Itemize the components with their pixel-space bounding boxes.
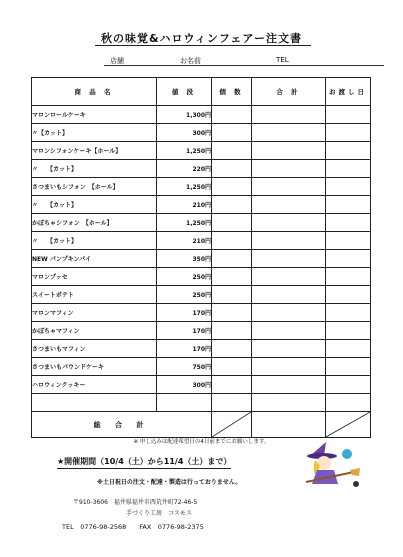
subtotal-cell[interactable] bbox=[252, 286, 326, 304]
pickup-cell[interactable] bbox=[326, 268, 371, 286]
product-name: スイートポテト bbox=[32, 286, 157, 304]
subtotal-cell[interactable] bbox=[252, 304, 326, 322]
table-row bbox=[32, 358, 371, 376]
product-price: 250円 bbox=[157, 286, 212, 304]
subtotal-cell[interactable] bbox=[252, 340, 326, 358]
qty-cell[interactable] bbox=[212, 322, 252, 340]
qty-cell[interactable] bbox=[212, 214, 252, 232]
product-price: 1,250円 bbox=[157, 142, 212, 160]
product-name: NEW パンプキンパイ bbox=[32, 250, 157, 268]
product-price: 1,250円 bbox=[157, 214, 212, 232]
pickup-cell[interactable] bbox=[326, 322, 371, 340]
col-pickup: お渡し日 bbox=[326, 78, 371, 106]
pickup-cell[interactable] bbox=[326, 214, 371, 232]
qty-cell[interactable] bbox=[212, 268, 252, 286]
table-row bbox=[32, 322, 371, 340]
product-name: かぼちゃマフィン bbox=[32, 322, 157, 340]
product-price: 250円 bbox=[157, 268, 212, 286]
qty-cell[interactable] bbox=[212, 142, 252, 160]
subtotal-cell[interactable] bbox=[252, 268, 326, 286]
product-name: かぼちゃシフォン 【ホール】 bbox=[32, 214, 157, 232]
pickup-cell[interactable] bbox=[326, 178, 371, 196]
product-price: 210円 bbox=[157, 196, 212, 214]
qty-cell[interactable] bbox=[212, 250, 252, 268]
product-price: 170円 bbox=[157, 304, 212, 322]
product-name: さつまいもシフォン 【ホール】 bbox=[32, 178, 157, 196]
pickup-cell[interactable] bbox=[326, 286, 371, 304]
subtotal-cell[interactable] bbox=[252, 376, 326, 394]
table-row bbox=[32, 106, 371, 124]
product-price: 220円 bbox=[157, 160, 212, 178]
table-row bbox=[32, 142, 371, 160]
total-qty-cell[interactable] bbox=[212, 412, 252, 438]
product-price: 300円 bbox=[157, 124, 212, 142]
table-row bbox=[32, 304, 371, 322]
product-name bbox=[32, 394, 157, 412]
pickup-cell[interactable] bbox=[326, 196, 371, 214]
qty-cell[interactable] bbox=[212, 376, 252, 394]
product-price: 1,300円 bbox=[157, 106, 212, 124]
col-subtotal: 合 計 bbox=[252, 78, 326, 106]
table-row bbox=[32, 286, 371, 304]
shop-phone: TEL 0776-98-2568 FAX 0776-98-2375 bbox=[62, 523, 204, 531]
product-price: 750円 bbox=[157, 358, 212, 376]
pickup-cell[interactable] bbox=[326, 160, 371, 178]
subtotal-cell[interactable] bbox=[252, 178, 326, 196]
product-name: さつまいもパウンドケーキ bbox=[32, 358, 157, 376]
product-name: 〃 【カット】 bbox=[32, 160, 157, 178]
form-title: 秋の味覚&ハロウィンフェアー注文書 bbox=[100, 32, 303, 45]
pickup-cell[interactable] bbox=[326, 124, 371, 142]
subtotal-cell[interactable] bbox=[252, 394, 326, 412]
product-name: 〃 【カット】 bbox=[32, 196, 157, 214]
product-name: 〃 【カット】 bbox=[32, 232, 157, 250]
qty-cell[interactable] bbox=[212, 340, 252, 358]
table-row bbox=[32, 376, 371, 394]
qty-cell[interactable] bbox=[212, 394, 252, 412]
table-row bbox=[32, 232, 371, 250]
qty-cell[interactable] bbox=[212, 106, 252, 124]
subtotal-cell[interactable] bbox=[252, 358, 326, 376]
total-pickup-cell[interactable] bbox=[326, 412, 371, 438]
weekend-note: ※土日祝日の注文・配達・製造は行っておりません。 bbox=[97, 479, 242, 486]
subtotal-cell[interactable] bbox=[252, 142, 326, 160]
table-row bbox=[32, 196, 371, 214]
product-price: 350円 bbox=[157, 250, 212, 268]
col-price: 値 段 bbox=[157, 78, 212, 106]
product-name: マロンプッセ bbox=[32, 268, 157, 286]
subtotal-cell[interactable] bbox=[252, 322, 326, 340]
product-name: さつまいもマフィン bbox=[32, 340, 157, 358]
title-underline bbox=[95, 45, 311, 46]
product-name: マロンマフィン bbox=[32, 304, 157, 322]
product-price: 170円 bbox=[157, 340, 212, 358]
pickup-cell[interactable] bbox=[326, 358, 371, 376]
table-row bbox=[32, 160, 371, 178]
event-period: ★開催期間（10/4（土）から11/4（土）まで） bbox=[57, 456, 231, 469]
product-name: マロンシフォンケーキ【ホール】 bbox=[32, 142, 157, 160]
product-name: 〃【カット】 bbox=[32, 124, 157, 142]
deadline-note: ※ 申し込みは配達希望日の4日前までにお願いします。 bbox=[133, 439, 270, 445]
pickup-cell[interactable] bbox=[326, 376, 371, 394]
store-label: 店舗 bbox=[110, 57, 124, 65]
pickup-cell[interactable] bbox=[326, 250, 371, 268]
subtotal-cell[interactable] bbox=[252, 196, 326, 214]
subtotal-cell[interactable] bbox=[252, 214, 326, 232]
pickup-cell[interactable] bbox=[326, 142, 371, 160]
qty-cell[interactable] bbox=[212, 124, 252, 142]
table-row bbox=[32, 394, 371, 412]
product-price: 210円 bbox=[157, 232, 212, 250]
halloween-witch-icon bbox=[302, 440, 360, 490]
total-label: 総 合 計 bbox=[32, 412, 212, 438]
col-product: 商 品 名 bbox=[32, 78, 157, 106]
header-fill-line bbox=[104, 65, 384, 66]
pickup-cell[interactable] bbox=[326, 304, 371, 322]
pickup-cell[interactable] bbox=[326, 394, 371, 412]
qty-cell[interactable] bbox=[212, 178, 252, 196]
qty-cell[interactable] bbox=[212, 232, 252, 250]
table-row bbox=[32, 250, 371, 268]
subtotal-cell[interactable] bbox=[252, 106, 326, 124]
col-qty: 個 数 bbox=[212, 78, 252, 106]
name-label: お名前 bbox=[180, 57, 201, 65]
product-price: 170円 bbox=[157, 322, 212, 340]
product-price: 1,250円 bbox=[157, 178, 212, 196]
qty-cell[interactable] bbox=[212, 196, 252, 214]
pickup-cell[interactable] bbox=[326, 340, 371, 358]
shop-address: 〒910-3606 福井県福井市西荒井町72-46-5 bbox=[73, 499, 198, 506]
subtotal-cell[interactable] bbox=[252, 250, 326, 268]
table-row bbox=[32, 124, 371, 142]
pickup-cell[interactable] bbox=[326, 232, 371, 250]
product-name: ハロウィンクッキー bbox=[32, 376, 157, 394]
tel-label: TEL bbox=[276, 56, 289, 64]
table-row bbox=[32, 340, 371, 358]
shop-name: 手づくり工房 コスモス bbox=[126, 510, 193, 517]
product-price: 300円 bbox=[157, 376, 212, 394]
table-header-row bbox=[32, 78, 371, 106]
total-amount-cell[interactable] bbox=[252, 412, 326, 438]
qty-cell[interactable] bbox=[212, 358, 252, 376]
pickup-cell[interactable] bbox=[326, 106, 371, 124]
subtotal-cell[interactable] bbox=[252, 124, 326, 142]
product-name: マロンロールケーキ bbox=[32, 106, 157, 124]
subtotal-cell[interactable] bbox=[252, 232, 326, 250]
table-row bbox=[32, 214, 371, 232]
table-row bbox=[32, 178, 371, 196]
qty-cell[interactable] bbox=[212, 160, 252, 178]
total-row bbox=[32, 412, 371, 438]
table-row bbox=[32, 268, 371, 286]
product-price bbox=[157, 394, 212, 412]
subtotal-cell[interactable] bbox=[252, 160, 326, 178]
qty-cell[interactable] bbox=[212, 286, 252, 304]
qty-cell[interactable] bbox=[212, 304, 252, 322]
order-table bbox=[31, 77, 371, 438]
